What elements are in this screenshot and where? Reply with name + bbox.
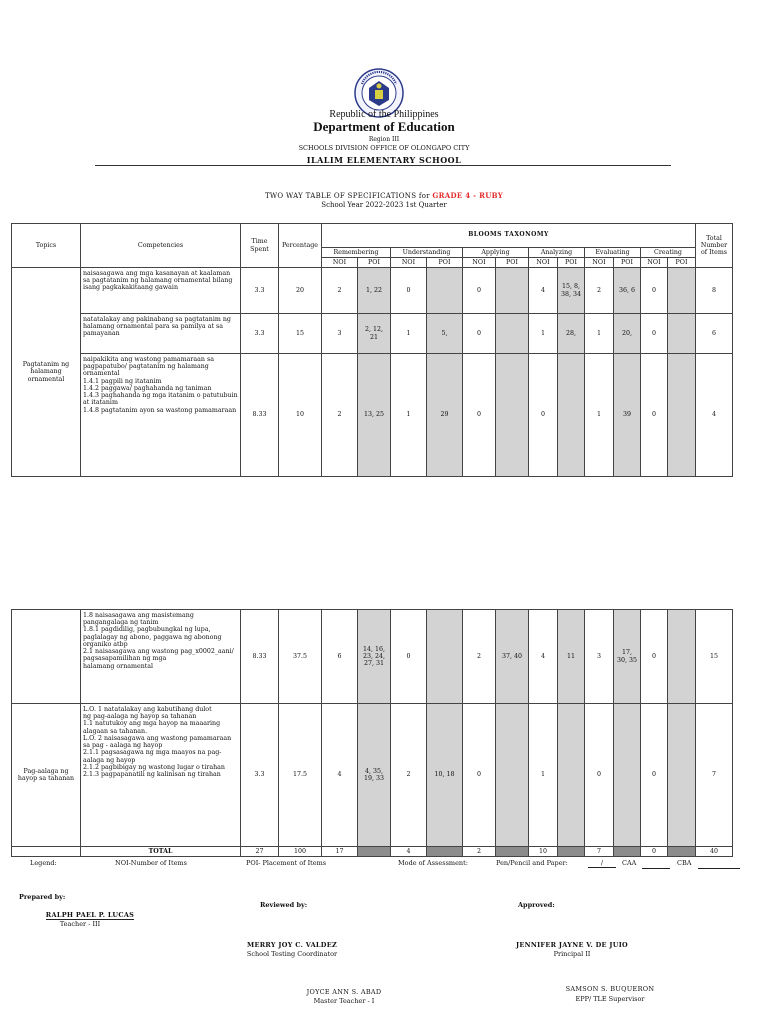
total-cell: 4 <box>696 354 733 477</box>
totals-label: TOTAL <box>81 847 241 857</box>
competency-cell: natatalakay ang pakinabang sa pagtatanim ng halamang ornamental para sa pamilya at sa pamayanan <box>81 314 241 354</box>
level-applying: Applying <box>463 248 529 258</box>
document-title: TWO WAY TABLE OF SPECIFICATIONS for GRADE 4 - RUBY <box>264 191 504 200</box>
poi-cell: 4, 35, 19, 33 <box>358 704 391 847</box>
totals-poi <box>427 847 463 857</box>
competency-cell: naisasagawa ang mga kasanayan at kaalaman sa pagtatanim ng halamang ornamental bilang isang pagkakakitaang gawain <box>81 268 241 314</box>
poi-cell: 28, <box>558 314 585 354</box>
competency-cell: L.O. 1 natatalakay ang kabutihang dulot ng pag-aalaga ng hayop sa tahanan 1.1 natutukoy ang mga hayop na maaaring alagaan sa tahanan. L.O. 2 naisasagawa ang wastong pamamaraan sa pag - aalaga ng hayop 2.1.1 pagsasagawa ng mga maayos na pag-aalaga ng hayop 2.1.2 pagbibigay ng wastong lugar o tirahan 2.1.3 pagpapanatili ng kalinisan ng tirahan <box>81 704 241 847</box>
noi-cell: 6 <box>322 610 358 704</box>
competency-cell: 1.8 naisasagawa ang masistemang pangangalaga ng tanim 1.8.1 pagdidilig, pagbubungkal ng lupa, paglalagay ng abono, paggawa ng abonong organiko atbp 2.1 naisasagawa ang wastong pag_x0002_aani/ pagsasapamilihan ng mga halamang ornamental <box>81 610 241 704</box>
noi-cell: 2 <box>391 704 427 847</box>
poi-cell <box>496 314 529 354</box>
totals-noi: 10 <box>529 847 558 857</box>
pct-cell: 37.5 <box>279 610 322 704</box>
totals-total: 40 <box>696 847 733 857</box>
table-row <box>12 704 733 847</box>
republic-line: Republic of the Philippines <box>329 109 439 120</box>
totals-noi: 17 <box>322 847 358 857</box>
noi-header: NOI <box>585 258 614 268</box>
noi-header: NOI <box>322 258 358 268</box>
noi-cell: 2 <box>463 610 496 704</box>
noi-cell: 1 <box>585 354 614 477</box>
region-line: Region III <box>368 136 400 143</box>
legend-label: Legend: <box>30 859 57 867</box>
noi-cell: 2 <box>322 268 358 314</box>
time-cell: 3.3 <box>241 268 279 314</box>
pen-paper-check: / <box>588 859 616 868</box>
caa-label: CAA <box>622 859 637 867</box>
poi-header: POI <box>668 258 696 268</box>
noi-cell: 0 <box>463 314 496 354</box>
time-cell: 3.3 <box>241 704 279 847</box>
poi-cell <box>668 354 696 477</box>
poi-cell <box>614 704 641 847</box>
header-total-items: Total Number of Items <box>696 224 733 268</box>
poi-cell: 10, 18 <box>427 704 463 847</box>
noi-cell: 0 <box>529 354 558 477</box>
approved-label: Approved: <box>518 901 555 909</box>
table-row <box>12 314 733 354</box>
total-cell: 6 <box>696 314 733 354</box>
preparer-title: Teacher - III <box>59 920 101 928</box>
division-line: SCHOOLS DIVISION OFFICE OF OLONGAPO CITY <box>298 144 470 152</box>
time-cell: 8.33 <box>241 610 279 704</box>
poi-cell: 2, 12, 21 <box>358 314 391 354</box>
topic-cell: Pagtatanim ng halamang ornamental <box>12 268 81 477</box>
poi-cell <box>668 268 696 314</box>
preparer-name: RALPH PAEL P. LUCAS <box>45 911 135 919</box>
grade-section: GRADE 4 - RUBY <box>432 191 504 200</box>
poi-cell <box>496 268 529 314</box>
level-understanding: Understanding <box>391 248 463 258</box>
poi-cell <box>668 314 696 354</box>
noi-cell: 0 <box>641 610 668 704</box>
level-evaluating: Evaluating <box>585 248 641 258</box>
poi-cell: 36, 6 <box>614 268 641 314</box>
poi-header: POI <box>614 258 641 268</box>
header-time-spent: Time Spent <box>241 224 279 268</box>
totals-pct: 100 <box>279 847 322 857</box>
prepared-by-label: Prepared by: <box>19 893 66 901</box>
approver-name: JENNIFER JAYNE V. DE JUIO <box>515 941 628 949</box>
total-cell: 15 <box>696 610 733 704</box>
poi-cell <box>496 704 529 847</box>
noi-header: NOI <box>391 258 427 268</box>
totals-poi <box>614 847 641 857</box>
time-cell: 3.3 <box>241 314 279 354</box>
totals-poi <box>496 847 529 857</box>
supervisor-name: SAMSON S. BUQUERON <box>565 985 655 993</box>
noi-cell: 0 <box>641 268 668 314</box>
poi-cell <box>427 268 463 314</box>
topic-cell-continued <box>12 610 81 704</box>
level-remembering: Remembering <box>322 248 391 258</box>
poi-cell <box>668 704 696 847</box>
noi-cell: 4 <box>529 268 558 314</box>
table-row <box>12 354 733 477</box>
noi-cell: 1 <box>391 354 427 477</box>
topic-cell: Pag-aalaga ng hayop sa tahanan <box>12 704 81 847</box>
reviewed-by-label: Reviewed by: <box>260 901 308 909</box>
level-creating: Creating <box>641 248 696 258</box>
cba-blank <box>698 868 740 869</box>
master-teacher-title: Master Teacher - I <box>313 997 375 1005</box>
noi-cell: 0 <box>463 704 496 847</box>
totals-time: 27 <box>241 847 279 857</box>
header-percentage: Percentage <box>279 224 322 268</box>
noi-cell: 4 <box>322 704 358 847</box>
poi-header: POI <box>558 258 585 268</box>
level-analyzing: Analyzing <box>529 248 585 258</box>
poi-cell: 39 <box>614 354 641 477</box>
reviewer-name: MERRY JOY C. VALDEZ <box>246 941 338 949</box>
mode-of-assessment: Mode of Assessment: <box>398 859 468 867</box>
noi-cell: 2 <box>322 354 358 477</box>
poi-cell <box>558 704 585 847</box>
approver-title: Principal II <box>553 950 591 958</box>
master-teacher-name: JOYCE ANN S. ABAD <box>306 988 382 996</box>
noi-cell: 3 <box>322 314 358 354</box>
supervisor-title: EPP/ TLE Supervisor <box>575 995 645 1003</box>
noi-cell: 0 <box>391 268 427 314</box>
poi-cell <box>668 610 696 704</box>
totals-blank <box>12 847 81 857</box>
table-row <box>12 268 733 314</box>
pct-cell: 17.5 <box>279 704 322 847</box>
legend-poi: POI- Placement of Items <box>246 859 327 867</box>
totals-noi: 7 <box>585 847 614 857</box>
noi-cell: 0 <box>641 314 668 354</box>
noi-cell: 0 <box>463 354 496 477</box>
noi-header: NOI <box>529 258 558 268</box>
header-competencies: Competencies <box>81 224 241 268</box>
poi-cell: 29 <box>427 354 463 477</box>
noi-cell: 1 <box>391 314 427 354</box>
noi-cell: 0 <box>641 704 668 847</box>
poi-header: POI <box>358 258 391 268</box>
poi-header: POI <box>496 258 529 268</box>
poi-cell <box>558 354 585 477</box>
totals-poi <box>358 847 391 857</box>
total-cell: 7 <box>696 704 733 847</box>
time-cell: 8.33 <box>241 354 279 477</box>
header-topics: Topics <box>12 224 81 268</box>
school-name: ILALIM ELEMENTARY SCHOOL <box>306 155 462 165</box>
pct-cell: 20 <box>279 268 322 314</box>
caa-blank <box>642 868 670 869</box>
totals-noi: 4 <box>391 847 427 857</box>
cba-label: CBA <box>677 859 692 867</box>
noi-cell: 1 <box>585 314 614 354</box>
poi-cell <box>427 610 463 704</box>
poi-cell: 11 <box>558 610 585 704</box>
header-divider <box>95 165 671 166</box>
poi-cell: 5, <box>427 314 463 354</box>
table-row <box>12 610 733 704</box>
poi-cell: 20, <box>614 314 641 354</box>
noi-cell: 4 <box>529 610 558 704</box>
totals-row <box>12 847 733 857</box>
totals-poi <box>668 847 696 857</box>
pct-cell: 10 <box>279 354 322 477</box>
totals-noi: 2 <box>463 847 496 857</box>
noi-cell: 0 <box>391 610 427 704</box>
tos-table-part-1 <box>11 223 733 477</box>
header-blooms-taxonomy: BLOOMS TAXONOMY <box>322 224 696 248</box>
noi-cell: 0 <box>641 354 668 477</box>
pct-cell: 15 <box>279 314 322 354</box>
noi-header: NOI <box>641 258 668 268</box>
poi-cell: 1, 22 <box>358 268 391 314</box>
totals-poi <box>558 847 585 857</box>
legend-noi: NOI-Number of Items <box>115 859 187 867</box>
total-cell: 8 <box>696 268 733 314</box>
department-name: Department of Education <box>313 119 455 134</box>
noi-cell: 3 <box>585 610 614 704</box>
noi-cell: 1 <box>529 704 558 847</box>
noi-cell: 1 <box>529 314 558 354</box>
tos-table-part-2 <box>11 609 733 857</box>
noi-cell: 0 <box>585 704 614 847</box>
poi-header: POI <box>427 258 463 268</box>
totals-noi: 0 <box>641 847 668 857</box>
poi-cell <box>496 354 529 477</box>
poi-cell: 14, 16, 23, 24, 27, 31 <box>358 610 391 704</box>
competency-cell: naipakikita ang wastong pamamaraan sa pagpapatubo/ pagtatanim ng halamang ornamental 1.4.1 pagpili ng itatanim 1.4.2 paggawa/ paghahanda ng taniman 1.4.3 paghahanda ng mga itatanim o patutubuin at itatanim 1.4.8 pagtatanim ayon sa wastong pamamaraan <box>81 354 241 477</box>
pen-paper-label: Pen/Pencil and Paper: <box>496 859 568 867</box>
noi-cell: 2 <box>585 268 614 314</box>
noi-cell: 0 <box>463 268 496 314</box>
poi-cell: 15, 8, 38, 34 <box>558 268 585 314</box>
poi-cell: 17, 30, 35 <box>614 610 641 704</box>
poi-cell: 37, 40 <box>496 610 529 704</box>
school-year: School Year 2022-2023 1st Quarter <box>321 201 447 209</box>
noi-header: NOI <box>463 258 496 268</box>
reviewer-title: School Testing Coordinator <box>246 950 338 958</box>
poi-cell: 13, 25 <box>358 354 391 477</box>
